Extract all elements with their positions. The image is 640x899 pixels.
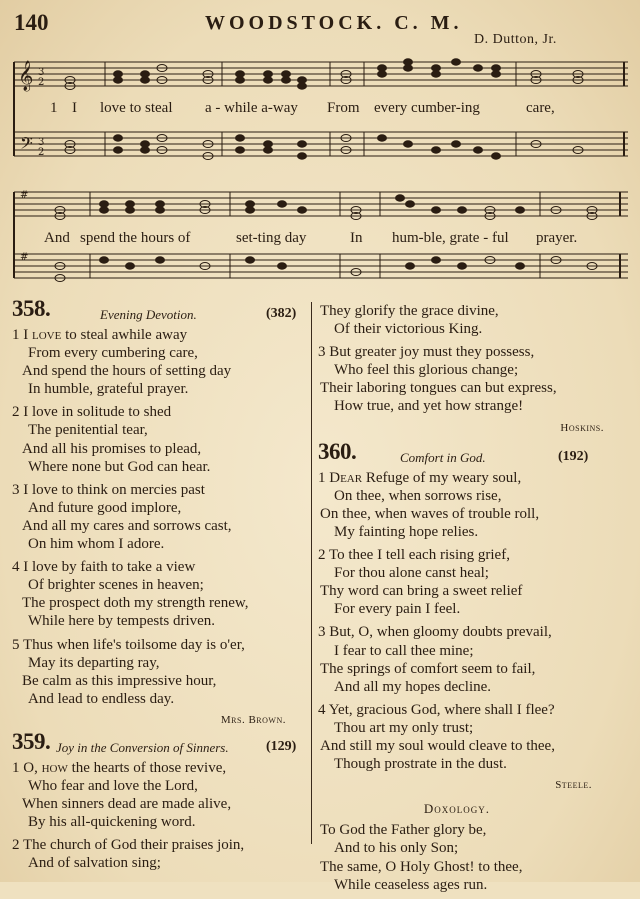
lyric-syllable: a - while a-way: [205, 100, 298, 116]
stanza: [12, 326, 310, 398]
verse-line: In humble, grateful prayer.: [28, 381, 189, 398]
verse-line: And spend the hours of setting day: [22, 363, 232, 380]
stanza-number: 2: [318, 547, 326, 564]
verse-line: How true, and yet how strange!: [334, 398, 524, 415]
verse-line: From every cumbering care,: [28, 345, 198, 362]
stanza-number: 1: [12, 759, 20, 776]
verse-line: And future good implore,: [28, 499, 182, 516]
stanza: [318, 343, 636, 415]
verse-line: Though prostrate in the dust.: [334, 756, 507, 773]
stanza-first-word: I love: [23, 327, 62, 343]
svg-text:2: 2: [38, 77, 45, 88]
doxology-stanza: [318, 821, 636, 893]
verse-line: Who feel this glorious change;: [334, 362, 519, 379]
hymn-ref: (192): [558, 448, 589, 464]
stanza-number: 4: [318, 701, 326, 718]
column-divider: [311, 302, 312, 844]
verse-line: While ceaseless ages run.: [334, 876, 488, 893]
stanza-number: 1: [12, 327, 20, 343]
bass-clef-icon: 𝄢: [20, 133, 33, 157]
hymn-360-header: [318, 438, 636, 469]
verse-line: I fear to call thee mine;: [334, 642, 474, 659]
stanza: [12, 759, 310, 831]
verse-line: They glorify the grace divine,: [320, 303, 499, 319]
lyric-syllable: care,: [526, 100, 555, 116]
verse-line: Who fear and love the Lord,: [28, 778, 198, 795]
lyric-syllable: I: [72, 100, 77, 116]
lyric-syllable: And: [44, 230, 70, 246]
verse-line: The springs of comfort seem to fail,: [320, 660, 536, 677]
stanza-number: 2: [12, 837, 20, 854]
stanza: [12, 636, 310, 708]
verse-line: to steal awhile away: [65, 327, 188, 343]
composer-credit: D. Dutton, Jr.: [474, 32, 557, 47]
stanza-first-word: O, how: [23, 759, 68, 776]
treble-clef-icon: 𝄞: [18, 61, 34, 91]
stanza-number: 5: [12, 636, 20, 653]
svg-text:#: #: [20, 190, 29, 201]
verse-line: Thy word can bring a sweet relief: [320, 583, 523, 600]
stanza-number: 3: [12, 481, 20, 498]
stanza: [12, 836, 310, 872]
verse-line: Be calm as this impressive hour,: [22, 672, 217, 689]
doxology-title: Doxology.: [423, 801, 491, 817]
stanza: [12, 558, 310, 630]
lyric-syllable: spend the hours of: [80, 230, 191, 246]
stanza-number: 2: [12, 404, 20, 421]
hymn-359-header: [12, 728, 310, 759]
verse-line: To thee I tell each rising grief,: [328, 547, 510, 564]
hymn-358-header: [12, 296, 310, 326]
music-score: [0, 0, 640, 300]
staff-system1-bass: [14, 132, 628, 156]
hymn-number: 358.: [12, 296, 51, 321]
lyric-syllable: prayer.: [536, 230, 578, 246]
hymn-ref: (129): [266, 738, 297, 754]
lyric-syllable: In: [350, 230, 363, 246]
hymn-number: 359.: [12, 728, 51, 754]
music-verse-number: 1: [50, 100, 58, 116]
verse-line: When sinners dead are made alive,: [22, 796, 232, 813]
verse-line: The penitential tear,: [28, 422, 148, 439]
verse-line: Yet, gracious God, where shall I flee?: [328, 701, 555, 718]
lyric-syllable: hum-ble, grate - ful: [392, 230, 509, 246]
verse-line: For every pain I feel.: [334, 601, 461, 618]
verse-line: For thou alone canst heal;: [334, 565, 489, 582]
verse-line: Of their victorious King.: [334, 321, 483, 338]
verse-line: The same, O Holy Ghost! to thee,: [320, 858, 523, 875]
verse-line: the hearts of those revive,: [71, 759, 227, 776]
verse-line: Where none but God can hear.: [28, 458, 211, 475]
verse-line: Thus when life's toilsome day is o'er,: [22, 636, 245, 653]
hymn-number: 360.: [318, 438, 357, 464]
verse-line: Their laboring tongues can but express,: [320, 380, 557, 397]
verse-line: My fainting hope relies.: [334, 523, 479, 540]
stanza-number: 3: [318, 344, 326, 361]
verse-line: The prospect doth my strength renew,: [22, 595, 249, 612]
lyric-syllable: set-ting day: [236, 230, 307, 246]
page-number: 140: [14, 10, 49, 35]
svg-text:2: 2: [38, 147, 45, 158]
verse-line: By his all-quickening word.: [28, 814, 196, 831]
tune-name: WOODSTOCK. C. M.: [205, 12, 463, 34]
verse-line: I love to think on mercies past: [23, 481, 205, 498]
verse-line: And still my soul would cleave to thee,: [320, 737, 555, 754]
lyric-syllable: every cumber-ing: [374, 100, 480, 116]
stanza-number: 3: [318, 624, 326, 641]
verse-line: May its departing ray,: [28, 654, 160, 671]
verse-line: And to his only Son;: [334, 840, 459, 857]
right-column: [318, 300, 636, 899]
verse-line: But, O, when gloomy doubts prevail,: [329, 624, 552, 641]
stanza: [12, 481, 310, 553]
verse-line: While here by tempests driven.: [28, 613, 216, 630]
verse-line: The church of God their praises join,: [22, 837, 245, 854]
stanza: [318, 469, 636, 541]
stanza: [318, 623, 636, 695]
verse-line: To God the Father glory be,: [320, 822, 487, 839]
hymn-title: Comfort in God.: [400, 449, 486, 465]
stanza: [12, 403, 310, 475]
verse-line: And all my hopes decline.: [334, 678, 492, 695]
verse-line: And lead to endless day.: [28, 690, 175, 707]
stanza-number: 4: [12, 559, 20, 576]
svg-text:3: 3: [38, 67, 45, 78]
stanza-first-word: Dear: [329, 469, 363, 486]
staff-system1-treble: [14, 62, 628, 86]
lyric-syllable: love to steal: [100, 100, 173, 116]
hymn-ref: (382): [266, 306, 297, 321]
verse-line: On him whom I adore.: [28, 536, 165, 553]
hymn-author: Steele.: [555, 779, 592, 792]
verse-line: I love in solitude to shed: [23, 404, 172, 421]
verse-line: Refuge of my weary soul,: [365, 469, 522, 486]
verse-line: Of brighter scenes in heaven;: [28, 577, 204, 594]
hymn-author: Mrs. Brown.: [220, 713, 286, 726]
verse-line: And all his promises to plead,: [22, 440, 202, 457]
svg-text:3: 3: [38, 137, 45, 148]
stanza: [318, 701, 636, 773]
verse-line: Thou art my only trust;: [334, 719, 474, 736]
stanza: [318, 546, 636, 618]
verse-line: On thee, when sorrows rise,: [334, 487, 502, 504]
verse-line: I love by faith to take a view: [23, 559, 196, 576]
stanza-number: 1: [318, 469, 326, 486]
hymn-title: Evening Devotion.: [100, 307, 197, 322]
verse-line: And all my cares and sorrows cast,: [22, 517, 232, 534]
hymn-author: Hoskins.: [560, 421, 604, 434]
verse-line: On thee, when waves of trouble roll,: [320, 505, 540, 522]
stanza: [318, 302, 636, 338]
verse-line: But greater joy must they possess,: [329, 344, 535, 361]
left-column: [12, 296, 310, 878]
hymn-title: Joy in the Conversion of Sinners.: [56, 739, 229, 755]
svg-text:#: #: [20, 252, 29, 263]
verse-line: And of salvation sing;: [28, 855, 161, 872]
lyric-syllable: From: [327, 100, 360, 116]
